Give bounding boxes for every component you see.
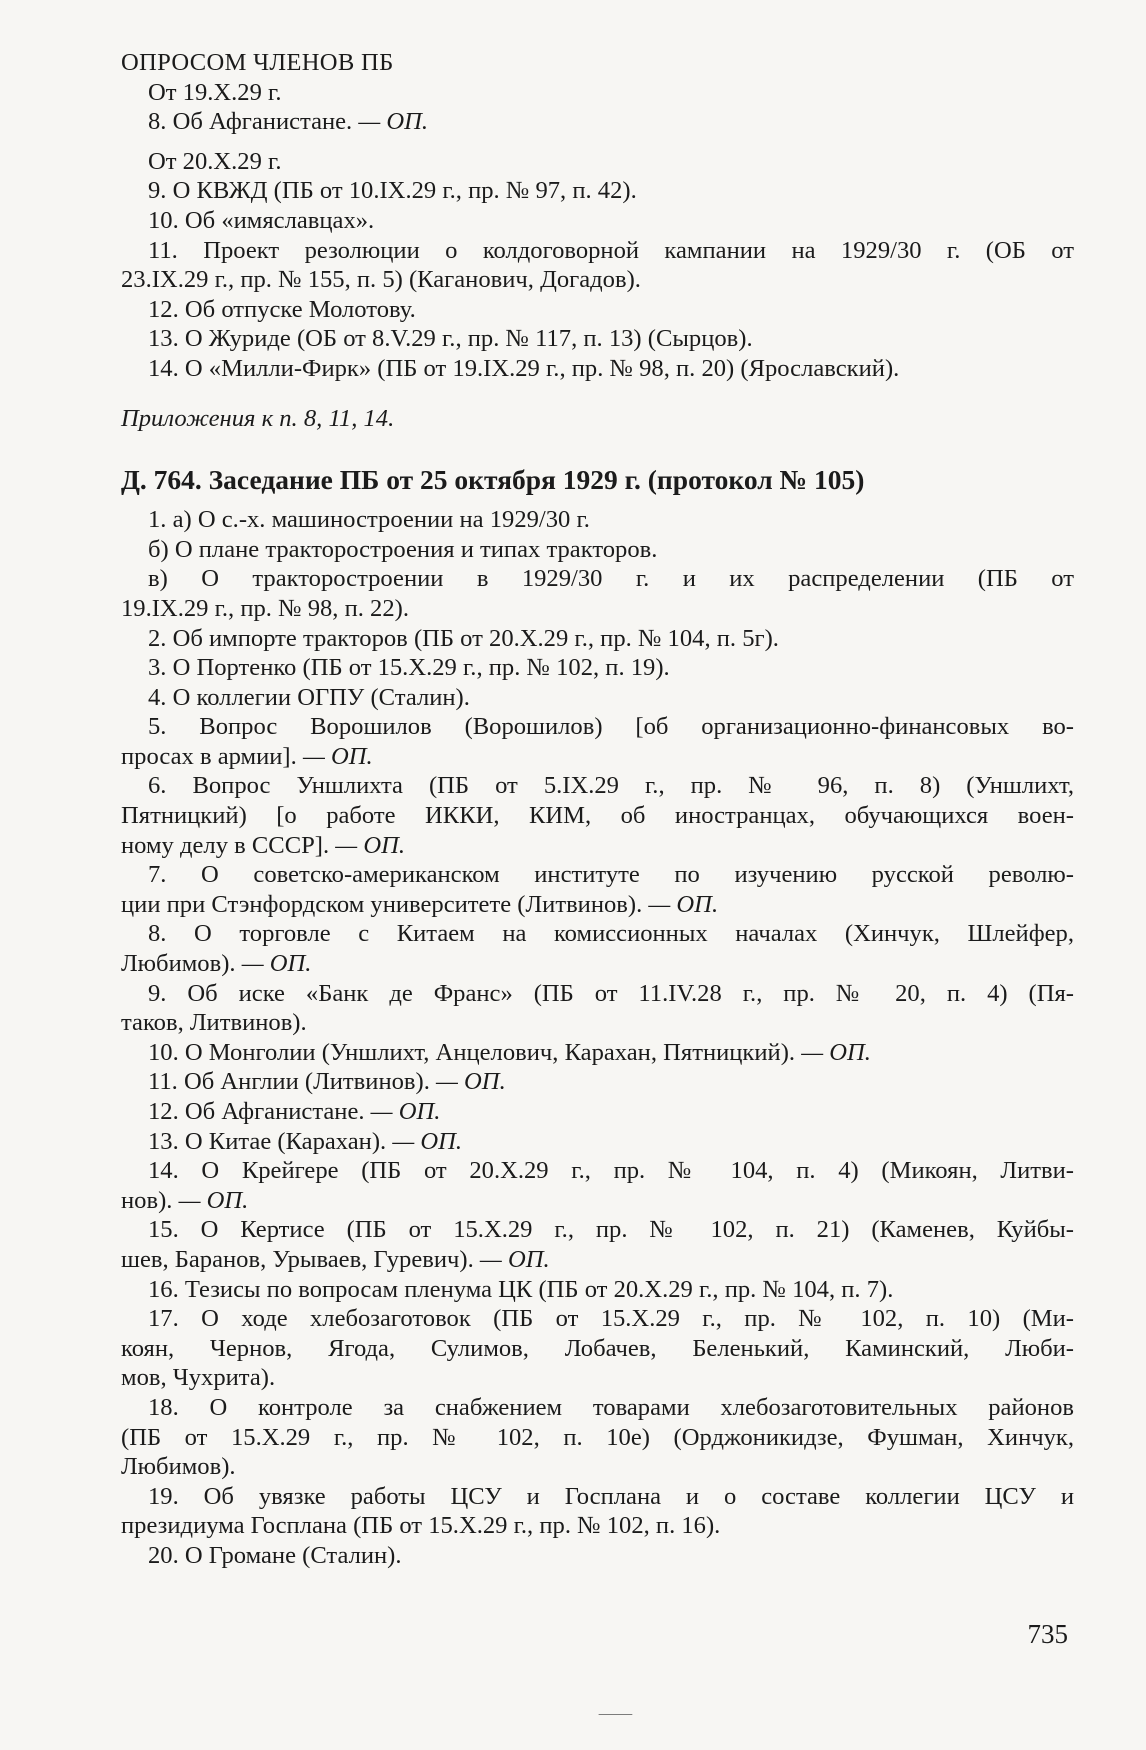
appendix-note: Приложения к п. 8, 11, 14. [121,404,395,432]
section-line: шев, Баранов, Урываев, Гуревич). — ОП. [121,1245,550,1273]
list-item: 11. Проект резолюции о колдоговорной кампании на 1929/30 г. (ОБ от [148,236,1074,264]
section-line: Пятницкий) [о работе ИККИ, КИМ, об иностранцах, обучающихся воен- [121,802,1074,830]
section-line: 10. О Монголии (Уншлихт, Анцелович, Карахан, Пятницкий). — ОП. [148,1038,871,1066]
section-line: в) О тракторостроении в 1929/30 г. и их распределении (ПБ от [148,565,1074,593]
section-line: 20. О Громане (Сталин). [148,1541,402,1569]
section-line: 5. Вопрос Ворошилов (Ворошилов) [об организационно-финансовых во- [148,713,1074,741]
section-line: 17. О ходе хлебозаготовок (ПБ от 15.X.29 г., пр. № 102, п. 10) (Ми- [148,1305,1074,1333]
section-line: 13. О Китае (Карахан). — ОП. [148,1127,463,1155]
section-line: (ПБ от 15.X.29 г., пр. № 102, п. 10е) (Орджоникидзе, Фушман, Хинчук, [121,1423,1074,1451]
section-line: 2. Об импорте тракторов (ПБ от 20.X.29 г., пр. № 104, п. 5г). [148,624,779,652]
date-line: От 19.X.29 г. [148,78,282,106]
section-line: нов). — ОП. [121,1186,249,1214]
list-item: 14. О «Милли-Фирк» (ПБ от 19.IX.29 г., пр. № 98, п. 20) (Ярославский). [148,354,900,382]
section-heading: Д. 764. Заседание ПБ от 25 октября 1929 г. (протокол № 105) [121,464,865,496]
section-line: таков, Литвинов). [121,1009,307,1037]
section-line: Любимов). [121,1453,236,1481]
section-line: ции при Стэнфордском университете (Литвинов). — ОП. [121,890,719,918]
block-title: ОПРОСОМ ЧЛЕНОВ ПБ [121,49,394,76]
section-line: ному делу в СССР]. — ОП. [121,831,405,859]
section-line: Любимов). — ОП. [121,950,312,978]
list-item-continuation: 23.IX.29 г., пр. № 155, п. 5) (Каганович, Догадов). [121,266,641,294]
section-line: просах в армии]. — ОП. [121,742,373,770]
section-line: президиума Госплана (ПБ от 15.X.29 г., пр. № 102, п. 16). [121,1512,721,1540]
section-line: 12. Об Афганистане. — ОП. [148,1098,441,1125]
print-mark: ⸻ [598,1707,633,1722]
section-line: 19. Об увязке работы ЦСУ и Госплана и о составе коллегии ЦСУ и [148,1482,1074,1510]
section-line: 3. О Портенко (ПБ от 15.X.29 г., пр. № 102, п. 19). [148,654,670,682]
section-body [121,505,1074,1570]
section-line: коян, Чернов, Ягода, Сулимов, Лобачев, Беленький, Каминский, Люби- [121,1334,1074,1362]
section-line: 19.IX.29 г., пр. № 98, п. 22). [121,594,409,622]
list-item: 12. Об отпуске Молотову. [148,295,416,323]
page-number: 735 [1027,1619,1068,1649]
list-item: 8. Об Афганистане. — ОП. [148,108,429,136]
list-item: 13. О Журиде (ОБ от 8.V.29 г., пр. № 117, п. 13) (Сырцов). [148,325,753,353]
section-line: 1. а) О с.-х. машиностроении на 1929/30 г. [148,506,590,534]
section-line: 16. Тезисы по вопросам пленума ЦК (ПБ от 20.X.29 г., пр. № 104, п. 7). [148,1275,894,1303]
list-item: 10. Об «имяславцах». [148,206,375,234]
section-line: 18. О контроле за снабжением товарами хлебозаготовительных районов [148,1393,1074,1421]
list-item: 9. О КВЖД (ПБ от 10.IX.29 г., пр. № 97, п. 42). [148,177,637,205]
section-line: 6. Вопрос Уншлихта (ПБ от 5.IX.29 г., пр. № 96, п. 8) (Уншлихт, [148,772,1074,800]
section-line: 11. Об Англии (Литвинов). — ОП. [148,1068,506,1096]
top-block [121,48,1074,433]
section-line: 7. О советско-американском институте по изучению русской револю- [148,861,1074,889]
section-line: мов, Чухрита). [121,1364,276,1392]
section-line: 14. О Крейгере (ПБ от 20.X.29 г., пр. № 104, п. 4) (Микоян, Литви- [148,1157,1074,1185]
date-line: От 20.X.29 г. [148,147,282,175]
section-line: 8. О торговле с Китаем на комиссионных началах (Хинчук, Шлейфер, [148,920,1074,948]
section-line: 15. О Кертисе (ПБ от 15.X.29 г., пр. № 102, п. 21) (Каменев, Куйбы- [148,1216,1074,1244]
section-line: 9. Об иске «Банк де Франс» (ПБ от 11.IV.28 г., пр. № 20, п. 4) (Пя- [148,979,1074,1007]
section-line: 4. О коллегии ОГПУ (Сталин). [148,683,470,711]
section-line: б) О плане тракторостроения и типах тракторов. [148,535,658,563]
